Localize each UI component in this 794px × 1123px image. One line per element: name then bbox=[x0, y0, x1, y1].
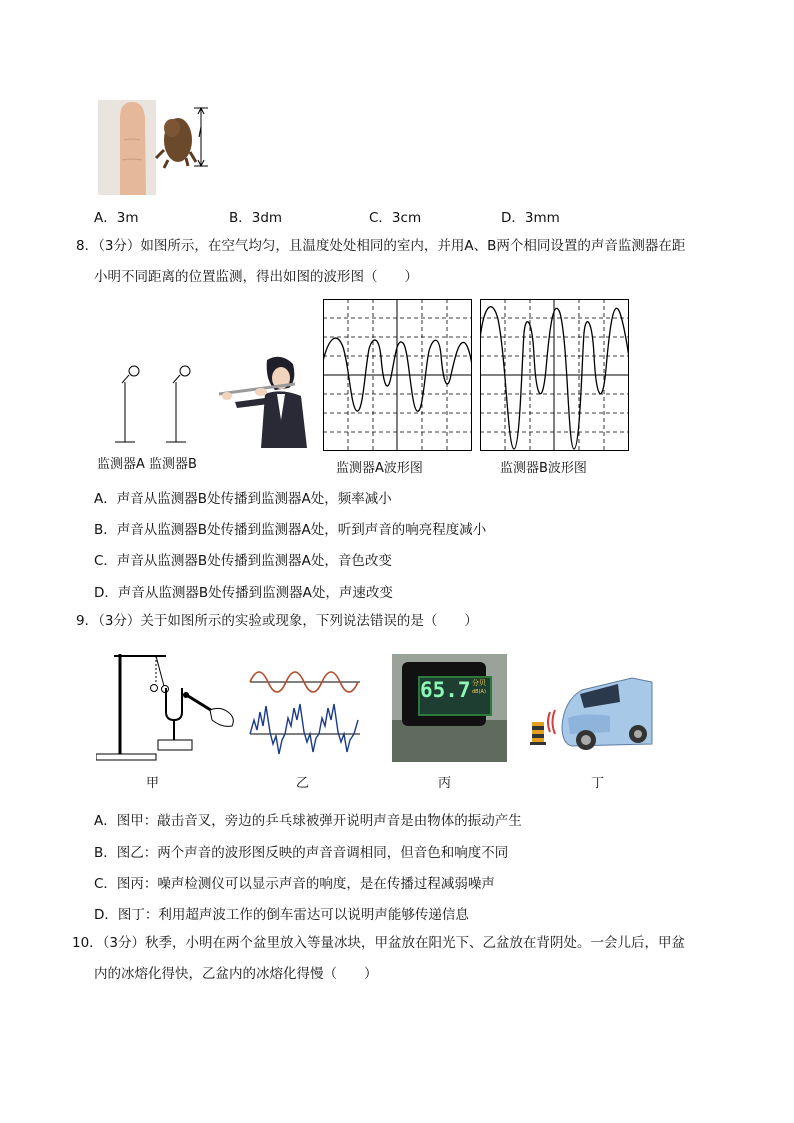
q8-stem-line2: 小明不同距离的位置监测，得出如图的波形图（ ） bbox=[94, 269, 418, 285]
tuning-fork-figure bbox=[96, 648, 240, 764]
caption-ding: 丁 bbox=[591, 776, 605, 791]
q8-option-d: D．声音从监测器B处传播到监测器A处，声速改变 bbox=[94, 585, 393, 601]
q7-option-a: A．3m bbox=[94, 210, 139, 226]
q8-option-a: A．声音从监测器B处传播到监测器A处，频率减小 bbox=[94, 491, 392, 507]
noise-meter-unit: 分贝 bbox=[472, 679, 486, 687]
waveform-a-chart bbox=[323, 299, 472, 451]
reversing-radar-figure bbox=[522, 672, 654, 756]
monitors-caption: 监测器A 监测器B bbox=[97, 457, 197, 472]
noise-meter-display bbox=[402, 662, 486, 726]
q8-option-b: B．声音从监测器B处传播到监测器A处，听到声音的响亮程度减小 bbox=[94, 522, 487, 538]
waveform-b-chart bbox=[480, 299, 629, 451]
finger-frog-image bbox=[98, 100, 218, 195]
noise-meter-value: 65.7 bbox=[420, 678, 471, 702]
q8-stem-line1: 8．（3分）如图所示，在空气均匀，且温度处处相同的室内，并用A、B两个相同设置的声音监测器在距 bbox=[76, 238, 686, 254]
q9-option-a: A．图甲：敲击音叉，旁边的乒乓球被弹开说明声音是由物体的振动产生 bbox=[94, 813, 522, 829]
q9-option-d: D．图丁：利用超声波工作的倒车雷达可以说明声能够传递信息 bbox=[94, 907, 469, 923]
caption-bing: 丙 bbox=[438, 776, 452, 791]
caption-yi: 乙 bbox=[296, 776, 310, 791]
q7-option-b: B．3dm bbox=[229, 210, 283, 226]
q7-option-c: C．3cm bbox=[369, 210, 422, 226]
q9-option-c: C．图丙：噪声检测仪可以显示声音的响度，是在传播过程减弱噪声 bbox=[94, 876, 495, 892]
q7-option-d: D．3mm bbox=[501, 210, 560, 226]
q9-option-b: B．图乙：两个声音的波形图反映的声音音调相同，但音色和响度不同 bbox=[94, 845, 509, 861]
waveform-a-caption: 监测器A波形图 bbox=[336, 461, 423, 476]
caption-jia: 甲 bbox=[146, 776, 160, 791]
monitor-a bbox=[115, 366, 139, 442]
two-waveforms-figure bbox=[248, 660, 362, 760]
q10-stem-line1: 10．（3分）秋季，小明在两个盆里放入等量冰块，甲盆放在阳光下、乙盆放在背阴处。一会儿后，甲盆 bbox=[72, 935, 686, 951]
q7-figure bbox=[98, 100, 218, 195]
noise-meter-sub: dB(A) bbox=[472, 689, 486, 695]
length-label: l bbox=[198, 126, 202, 141]
noise-meter-photo bbox=[392, 654, 507, 762]
flute-player-image bbox=[215, 350, 315, 450]
q8-option-c: C．声音从监测器B处传播到监测器A处，音色改变 bbox=[94, 553, 392, 569]
waveform-b-caption: 监测器B波形图 bbox=[500, 461, 587, 476]
monitor-b bbox=[166, 366, 190, 442]
sound-monitors-figure bbox=[110, 360, 200, 445]
q10-stem-line2: 内的冰熔化得快，乙盆内的冰熔化得慢（ ） bbox=[94, 966, 378, 982]
q9-stem: 9．（3分）关于如图所示的实验或现象，下列说法错误的是（ ） bbox=[76, 613, 478, 629]
